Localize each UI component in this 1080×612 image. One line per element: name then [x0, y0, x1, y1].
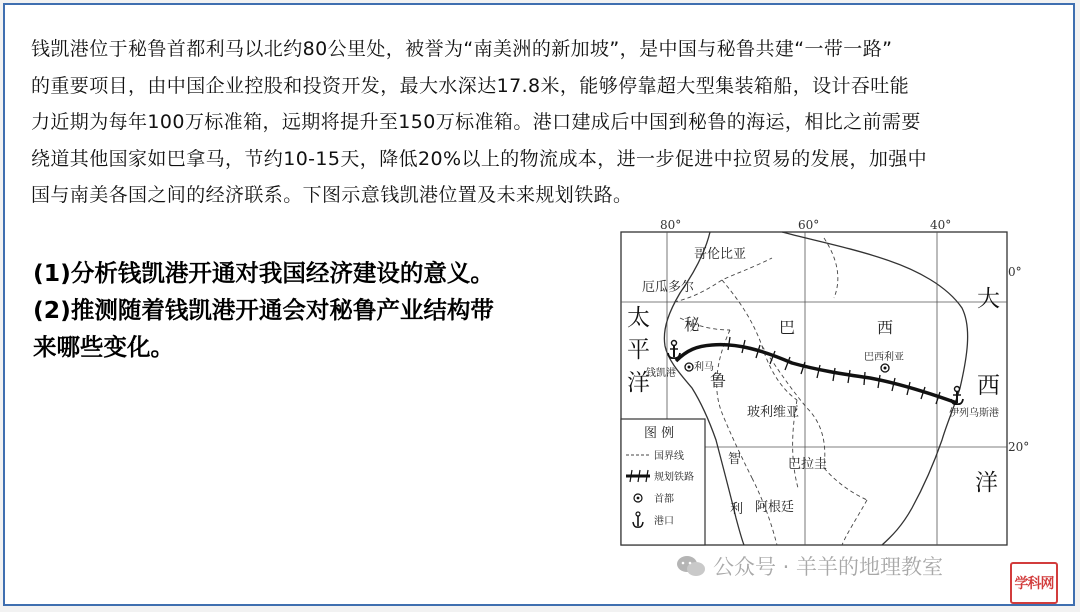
- legend-port-label: 港口: [654, 516, 674, 527]
- legend-capital-label: 首都: [654, 494, 674, 505]
- place-label: 利马: [694, 362, 714, 373]
- lon-label: 80°: [660, 218, 682, 232]
- country-label: 巴: [779, 318, 796, 337]
- lon-label: 60°: [798, 218, 820, 232]
- watermark: [675, 551, 943, 581]
- map-legend: [621, 419, 705, 545]
- capital-icon: [685, 363, 693, 371]
- country-label: 利: [730, 502, 744, 517]
- legend-title: 图 例: [644, 426, 675, 441]
- wechat-icon: [675, 554, 707, 578]
- south-america-map: [612, 218, 1032, 548]
- questions: [33, 255, 603, 366]
- legend-border-label: 国界线: [654, 451, 684, 462]
- country-label: 厄瓜多尔: [642, 280, 695, 295]
- country-label: 哥伦比亚: [694, 247, 747, 262]
- lat-label: 0°: [1008, 265, 1022, 279]
- country-label: 玻利维亚: [747, 405, 800, 420]
- ocean-label: 洋: [975, 470, 998, 496]
- capital-icon: [881, 364, 889, 372]
- intro-line: 力近期为每年100万标准箱，远期将提升至150万标准箱。港口建成后中国到秘鲁的海运，相比之前需要: [31, 111, 921, 133]
- lon-label: 40°: [930, 218, 952, 232]
- legend-railway-label: 规划铁路: [654, 472, 694, 483]
- country-label: 智: [728, 452, 742, 467]
- ocean-label: 平: [627, 337, 650, 363]
- place-label: 巴西利亚: [864, 352, 904, 363]
- ocean-label: 西: [977, 373, 1000, 399]
- place-label: 伊列乌斯港: [949, 408, 999, 419]
- ocean-label: 大: [977, 286, 1000, 312]
- ocean-label: 太: [627, 305, 650, 331]
- place-label: 钱凯港: [646, 368, 676, 379]
- lat-label: 20°: [1008, 440, 1030, 454]
- question-2-line-2: 来哪些变化。: [33, 333, 174, 361]
- intro-paragraph: [31, 31, 1061, 214]
- intro-line: 国与南美各国之间的经济联系。下图示意钱凯港位置及未来规划铁路。: [31, 184, 633, 206]
- intro-line: 钱凯港位于秘鲁首都利马以北约80公里处，被誉为“南美洲的新加坡”，是中国与秘鲁共建“一带一路”: [31, 38, 893, 60]
- intro-line: 的重要项目，由中国企业控股和投资开发，最大水深达17.8米，能够停靠超大型集装箱船，设计吞吐能: [31, 74, 910, 97]
- country-label: 秘: [684, 315, 701, 334]
- country-label: 巴拉圭: [788, 457, 828, 472]
- watermark-text: 公众号 · 羊羊的地理教室: [713, 555, 944, 579]
- country-label: 鲁: [710, 371, 727, 390]
- question-2-line-1: (2)推测随着钱凯港开通会对秘鲁产业结构带: [33, 296, 494, 324]
- ocean-label: 洋: [627, 370, 650, 396]
- site-stamp: 学科网: [1010, 562, 1058, 604]
- country-label: 阿根廷: [755, 500, 795, 515]
- country-label: 西: [877, 318, 894, 337]
- question-1: (1)分析钱凯港开通对我国经济建设的意义。: [33, 259, 494, 287]
- intro-line: 绕道其他国家如巴拿马，节约10-15天，降低20%以上的物流成本，进一步促进中拉贸易的发展，加强中: [31, 147, 928, 170]
